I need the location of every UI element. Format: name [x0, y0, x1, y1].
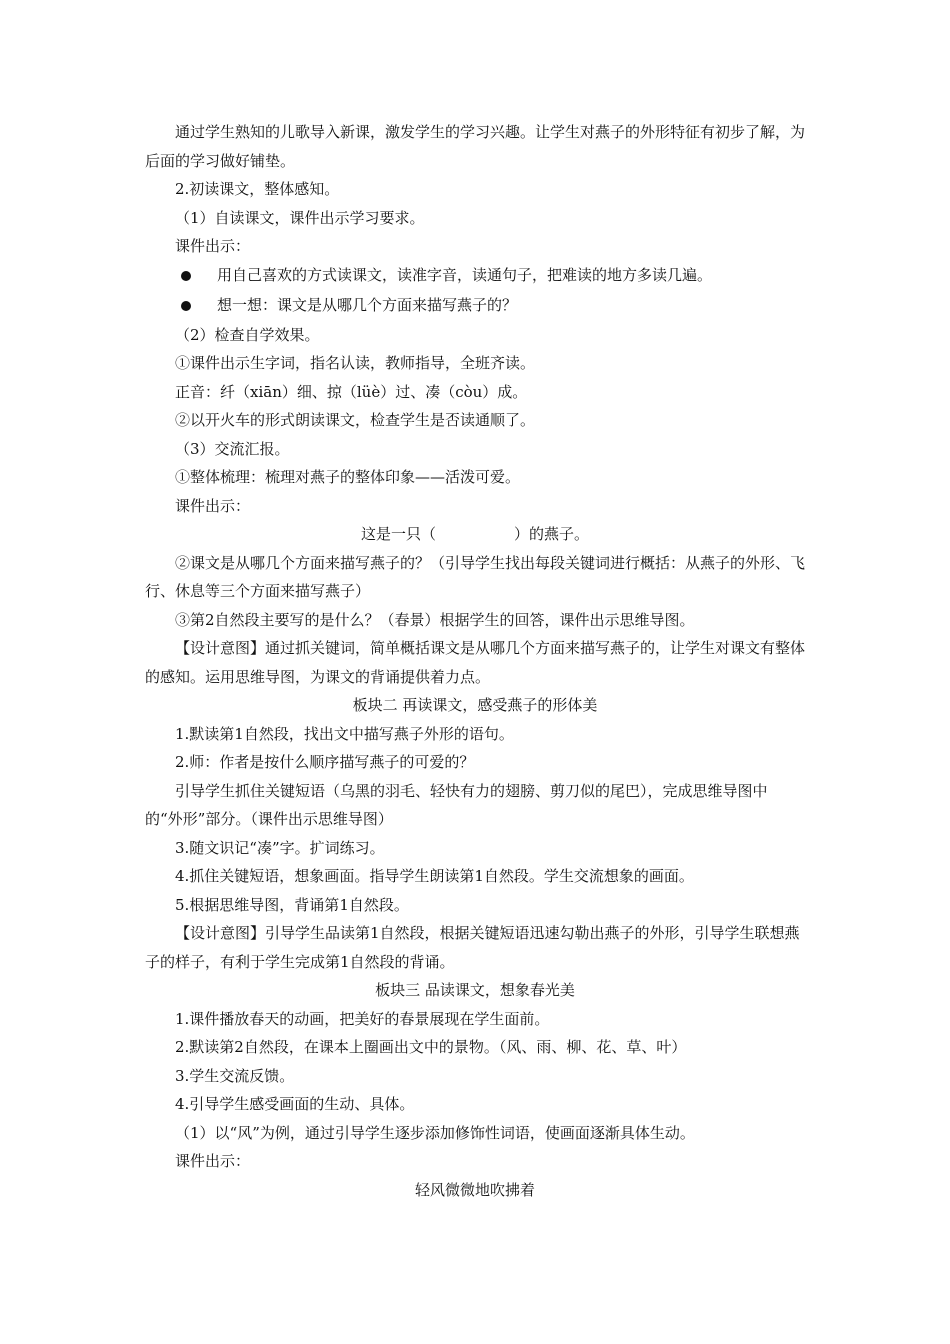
paragraph: ②课文是从哪几个方面来描写燕子的？（引导学生找出每段关键词进行概括：从燕子的外形、飞行、休息等三个方面来描写燕子）: [145, 553, 806, 600]
section-heading: 板块三 品读课文，想象春光美: [375, 981, 575, 999]
document-page: [145, 118, 805, 1204]
paragraph: 1.默读第1自然段，找出文中描写燕子外形的语句。: [175, 724, 514, 743]
design-intent: 【设计意图】引导学生品读第1自然段，根据关键短语迅速勾勒出燕子的外形，引导学生联想燕子的样子，有利于学生完成第1自然段的背诵。: [145, 924, 800, 971]
paragraph: （1）以“风”为例，通过引导学生逐步添加修饰性词语，使画面逐渐具体生动。: [175, 1123, 695, 1142]
bullet-text: 用自己喜欢的方式读课文，读准字音，读通句子，把难读的地方多读几遍。: [217, 266, 713, 285]
paragraph: 3.学生交流反馈。: [175, 1066, 295, 1085]
paragraph: ③第2自然段主要写的是什么？（春景）根据学生的回答，课件出示思维导图。: [175, 610, 695, 629]
bullet-text: 想一想：课文是从哪几个方面来描写燕子的？: [217, 296, 518, 315]
bullet-icon: [181, 301, 191, 311]
paragraph: 2.初读课文，整体感知。: [175, 180, 340, 198]
paragraph: 3.随文识记“凑”字。扩词练习。: [175, 838, 385, 857]
design-intent: 【设计意图】通过抓关键词，简单概括课文是从哪几个方面来描写燕子的，让学生对课文有整体的感知。运用思维导图，为课文的背诵提供着力点。: [145, 639, 806, 686]
bullet-item: [145, 261, 805, 291]
paragraph: 2.师：作者是按什么顺序描写燕子的可爱的？: [175, 753, 475, 771]
paragraph: 课件出示：: [175, 496, 251, 515]
paragraph: 4.引导学生感受画面的生动、具体。: [175, 1095, 415, 1113]
courseware-sentence: [145, 520, 805, 549]
paragraph: （3）交流汇报。: [175, 439, 290, 458]
paragraph: 引导学生抓住关键短语（乌黑的羽毛、轻快有力的翅膀、剪刀似的尾巴），完成思维导图中的“外形”部分。（课件出示思维导图）: [145, 781, 768, 828]
paragraph: ①课件出示生字词，指名认读，教师指导，全班齐读。: [175, 354, 536, 372]
bullet-item: [145, 291, 805, 321]
sentence-end: ）的燕子。: [514, 525, 590, 543]
paragraph: （1）自读课文，课件出示学习要求。: [175, 208, 425, 227]
section-heading: 板块二 再读课文，感受燕子的形体美: [352, 696, 598, 714]
paragraph: 5.根据思维导图，背诵第1自然段。: [175, 895, 409, 914]
paragraph: 正音：纤（xiān）细、掠（lüè）过、凑（còu）成。: [175, 382, 528, 401]
paragraph: ②以开火车的形式朗读课文，检查学生是否读通顺了。: [175, 411, 536, 429]
paragraph: （2）检查自学效果。: [175, 325, 320, 344]
paragraph: 1.课件播放春天的动画，把美好的春景展现在学生面前。: [175, 1009, 550, 1028]
paragraph: ①整体梳理：梳理对燕子的整体印象——活泼可爱。: [175, 468, 521, 486]
paragraph: 2.默读第2自然段，在课本上圈画出文中的景物。（风、雨、柳、花、草、叶）: [175, 1038, 687, 1056]
paragraph: 4.抓住关键短语，想象画面。指导学生朗读第1自然段。学生交流想象的画面。: [175, 867, 694, 885]
paragraph: 课件出示：: [175, 1152, 251, 1170]
paragraph: 课件出示：: [175, 237, 251, 255]
sentence-start: 这是一只（: [360, 525, 436, 543]
courseware-sentence: 轻风微微地吹拂着: [414, 1180, 535, 1199]
paragraph: 通过学生熟知的儿歌导入新课，激发学生的学习兴趣。让学生对燕子的外形特征有初步了解，为后面的学习做好铺垫。: [145, 123, 806, 170]
bullet-icon: [181, 271, 191, 281]
